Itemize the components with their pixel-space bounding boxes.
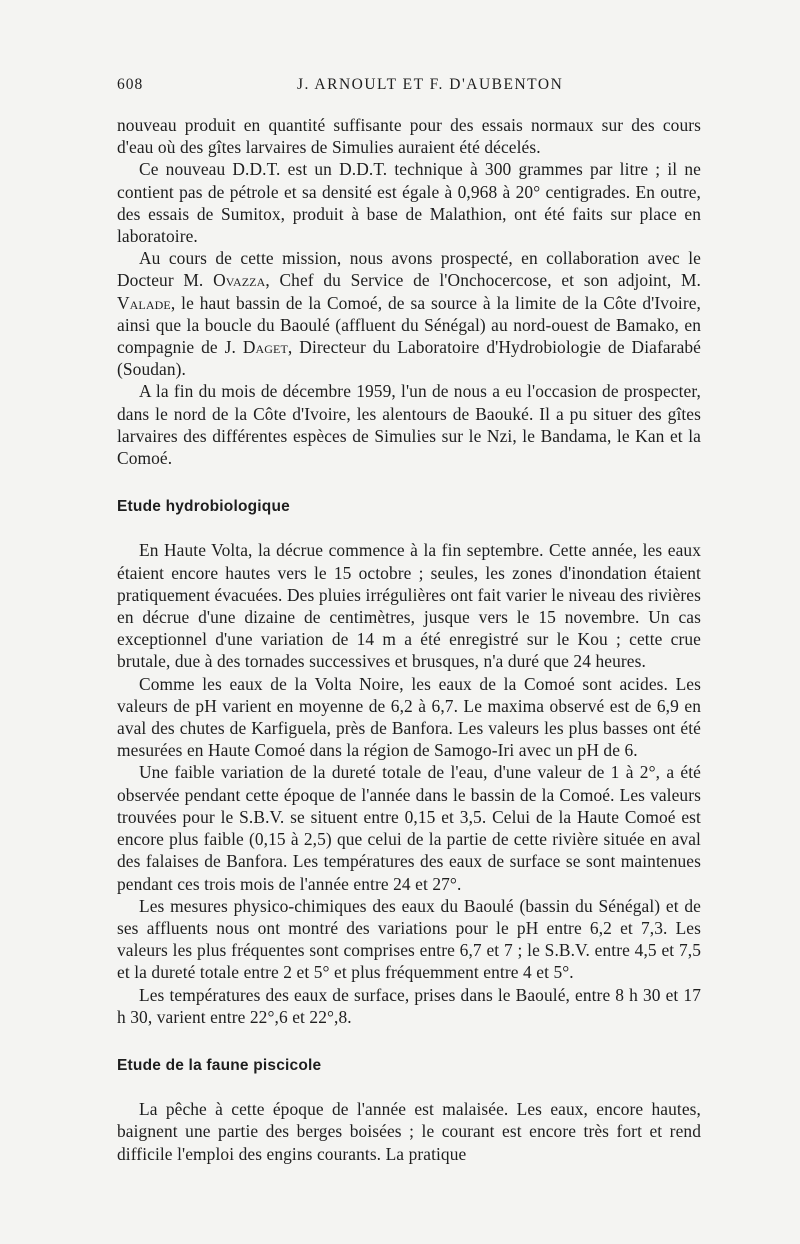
paragraph: En Haute Volta, la décrue commence à la fin septembre. Cette année, les eaux étaient encore hautes vers le 15 octobre ; seules, les zones d'inondation étaient pratiquement évacuées. Des pluies irrégulières ont fait varier le niveau des rivières en décrue d'une dizaine de centimètres, jusque vers le 15 novembre. Un cas exceptionnel d'une variation de 14 m a été enregistré sur le Kou ; cette crue brutale, due à des tornades successives et brusques, n'a duré que 24 heures. — [117, 540, 701, 672]
author-name: Ovazza — [213, 270, 266, 291]
paragraph — [117, 247, 701, 380]
paragraph-text: , Chef du Service de l'Onchocercose, et son adjoint, M. — [265, 270, 701, 291]
paragraph-text: , le haut bassin de la Comoé, de sa source à la limite de la Côte d'Ivoire, ainsi que la boucle du Baoulé (affluent du Sénégal) au nord-ouest de Bamako, en compagnie de J. — [117, 292, 701, 358]
paragraph: Les mesures physico-chimiques des eaux du Baoulé (bassin du Sénégal) et de ses affluents nous ont montré des variations pour le pH entre 6,2 et 7,3. Les valeurs les plus fréquentes sont comprises entre 6,7 et 7 ; le S.B.V. entre 4,5 et 7,5 et la dureté totale entre 2 et 5° et plus fréquemment entre 4 et 5°. — [117, 895, 701, 983]
paragraph-text: Au cours de cette mission, nous avons prospecté, en collaboration avec le Docteur M. — [117, 248, 701, 291]
page-number: 608 — [117, 76, 144, 93]
page-header — [117, 76, 701, 100]
running-title: J. ARNOULT ET F. D'AUBENTON — [297, 76, 564, 93]
paragraph: La pêche à cette époque de l'année est malaisée. Les eaux, encore hautes, baignent une partie des berges boisées ; le courant est encore très fort et rend difficile l'emploi des engins courants. La pratique — [117, 1099, 701, 1164]
section-heading: Etude hydrobiologique — [117, 498, 290, 516]
paragraph: Ce nouveau D.D.T. est un D.D.T. technique à 300 grammes par litre ; il ne contient pas de pétrole et sa densité est égale à 0,968 à 20° centigrades. En outre, des essais de Sumitox, produit à base de Malathion, ont été faits sur place en laboratoire. — [117, 159, 701, 247]
paragraph: A la fin du mois de décembre 1959, l'un de nous a eu l'occasion de prospecter, dans le nord de la Côte d'Ivoire, les alentours de Baouké. Il a pu situer des gîtes larvaires des différentes espèces de Simulies sur le Nzi, le Bandama, le Kan et la Comoé. — [117, 381, 701, 469]
body-text — [117, 114, 701, 1165]
paragraph: Comme les eaux de la Volta Noire, les eaux de la Comoé sont acides. Les valeurs de pH varient en moyenne de 6,2 à 6,7. Le maxima observé est de 6,9 en aval des chutes de Karfiguela, près de Banfora. Les valeurs les plus basses ont été mesurées en Haute Comoé dans la région de Samogo-Iri avec un pH de 6. — [117, 673, 701, 761]
section-heading: Etude de la faune piscicole — [117, 1056, 322, 1074]
paragraph: Une faible variation de la dureté totale de l'eau, d'une valeur de 1 à 2°, a été observée pendant cette époque de l'année dans le bassin de la Comoé. Les valeurs trouvées pour le S.B.V. se situent entre 0,15 et 3,5. Celui de la Haute Comoé est encore plus faible (0,15 à 2,5) que celui de la partie de cette rivière située en aval des falaises de Banfora. Les températures des eaux de surface se sont maintenues pendant ces trois mois de l'année entre 24 et 27°. — [117, 762, 701, 894]
paragraph-text: , Directeur du Laboratoire d'Hydrobiologie de Diafarabé (Soudan). — [117, 337, 702, 380]
author-name: Valade — [117, 292, 171, 313]
paragraph: nouveau produit en quantité suffisante pour des essais normaux sur des cours d'eau où des gîtes larvaires de Simulies auraient été décelés. — [117, 115, 701, 158]
author-name: Daget — [242, 337, 288, 358]
paragraph: Les températures des eaux de surface, prises dans le Baoulé, entre 8 h 30 et 17 h 30, varient entre 22°,6 et 22°,8. — [117, 984, 701, 1027]
